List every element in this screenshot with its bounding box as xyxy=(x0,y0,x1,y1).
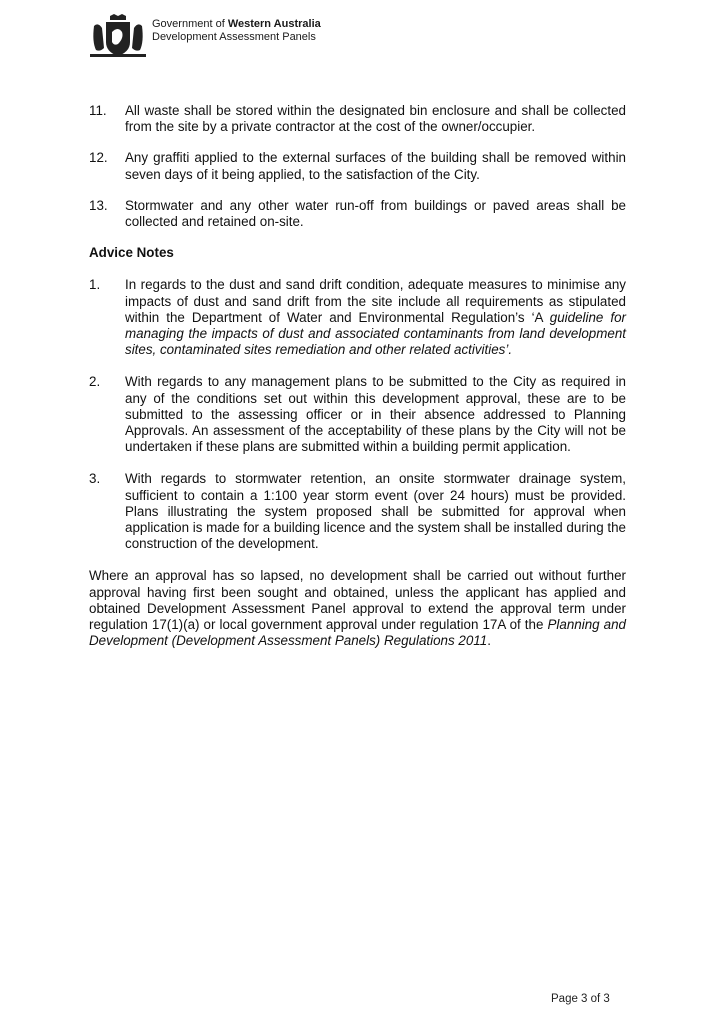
advice-text: With regards to any management plans to be submitted to the City as required in any of the conditions set out within this development approval, these are to be submitted to the assessing officer or in their absence addressed to Planning Approvals. An assessment of the acceptability of these plans by the City will not be undertaken if these plans are submitted within a building permit application. xyxy=(125,374,626,455)
advice-notes-heading: Advice Notes xyxy=(89,245,174,261)
advice-number: 2. xyxy=(89,374,101,390)
condition-number: 13. xyxy=(89,197,108,213)
closing-paragraph: Where an approval has so lapsed, no development shall be carried out without further approval having first been sought and obtained, unless the applicant has applied and obtained Development Assessment Panel approval to extend the approval term under regulation 17(1)(a) or local government approval under regulation 17A of the Planning and Development (Development Assessment Panels) Regulations 2011. xyxy=(89,568,626,649)
condition-text: Any graffiti applied to the external surfaces of the building shall be removed within seven days of it being applied, to the satisfaction of the City. xyxy=(125,150,626,182)
advice-text: In regards to the dust and sand drift condition, adequate measures to minimise any impacts of dust and sand drift from the site include all requirements as stipulated within the Department of Water and Environmental Regulation’s ‘A guideline for managing the impacts of dust and associated contaminants from land development sites, contaminated sites remediation and other related activities’. xyxy=(125,277,626,358)
condition-item xyxy=(89,103,626,135)
condition-number: 11. xyxy=(89,103,107,118)
advice-item xyxy=(89,471,626,552)
letterhead-text xyxy=(152,18,321,44)
government-line: Government of Western Australia xyxy=(152,18,321,30)
advice-notes-list xyxy=(89,277,626,552)
panel-name: Development Assessment Panels xyxy=(152,31,316,43)
document-body xyxy=(89,103,626,649)
conditions-list xyxy=(89,103,626,230)
condition-item xyxy=(89,150,626,182)
advice-text: With regards to stormwater retention, an onsite stormwater drainage system, sufficient to contain a 1:100 year storm event (over 24 hours) must be provided. Plans illustrating the system proposed shall be submitted for approval when application is made for a building licence and the system shall be installed during the construction of the development. xyxy=(125,471,626,552)
wa-government-crest-icon xyxy=(88,12,148,60)
advice-number: 3. xyxy=(89,471,101,487)
advice-number: 1. xyxy=(89,277,101,293)
condition-text: Stormwater and any other water run-off from buildings or paved areas shall be collected and retained on-site. xyxy=(125,197,626,230)
letterhead xyxy=(88,12,321,60)
condition-item xyxy=(89,198,626,230)
advice-item xyxy=(89,374,626,455)
advice-item xyxy=(89,277,626,358)
page-number: Page 3 of 3 xyxy=(551,993,610,1005)
condition-text: All waste shall be stored within the designated bin enclosure and shall be collected from the site by a private contractor at the cost of the owner/occupier. xyxy=(125,103,626,135)
condition-number: 12. xyxy=(89,150,108,166)
